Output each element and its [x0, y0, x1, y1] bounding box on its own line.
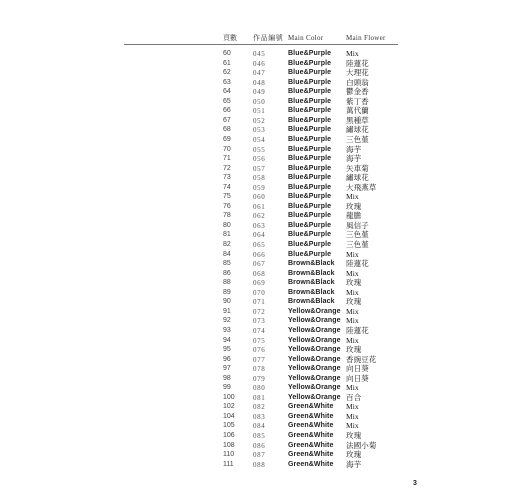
cell-main-flower: Mix [346, 249, 359, 259]
cell-main-color: Blue&Purple [288, 231, 332, 239]
cell-main-flower: Mix [346, 49, 359, 58]
cell-main-flower: 玫瑰 [346, 431, 362, 440]
cell-page: 61 [223, 59, 231, 67]
cell-code: 052 [253, 116, 266, 125]
cell-main-flower: 鬱金香 [346, 87, 369, 97]
table-row [0, 383, 520, 393]
cell-main-flower: 紫丁香 [346, 96, 369, 106]
cell-main-flower: 向日葵 [346, 364, 369, 374]
cell-main-color: Green&White [288, 422, 334, 430]
header-main-color: Main Color [288, 34, 324, 42]
cell-main-flower: 玫瑰 [346, 450, 362, 460]
table-row [0, 221, 520, 231]
cell-code: 077 [253, 355, 266, 364]
table-row [0, 336, 520, 346]
table-row [0, 355, 520, 365]
table-row [0, 278, 520, 288]
cell-main-color: Yellow&Orange [288, 307, 341, 315]
table-row [0, 412, 520, 422]
table-row [0, 421, 520, 431]
cell-main-color: Yellow&Orange [288, 393, 341, 401]
cell-code: 074 [253, 326, 266, 335]
cell-page: 108 [223, 441, 235, 449]
cell-main-color: Yellow&Orange [288, 326, 341, 334]
cell-main-flower: 龍膽 [346, 211, 362, 221]
cell-main-flower: 玫瑰 [346, 297, 362, 307]
cell-main-flower: 海芋 [346, 154, 362, 164]
cell-page: 97 [223, 365, 231, 373]
cell-code: 084 [253, 422, 266, 431]
cell-main-flower: 白頭翁 [346, 77, 369, 87]
cell-main-color: Blue&Purple [288, 250, 332, 258]
cell-code: 078 [253, 365, 266, 374]
cell-main-flower: 風信子 [346, 220, 369, 230]
cell-page: 105 [223, 422, 235, 430]
cell-main-color: Blue&Purple [288, 116, 332, 124]
cell-main-flower: 海芋 [346, 459, 362, 469]
cell-page: 75 [223, 193, 231, 201]
cell-code: 064 [253, 231, 266, 240]
cell-main-flower: Mix [346, 306, 359, 316]
cell-code: 070 [253, 288, 266, 297]
cell-code: 068 [253, 269, 266, 278]
table-header [0, 33, 520, 43]
cell-main-flower: 海芋 [346, 144, 362, 154]
cell-page: 104 [223, 412, 235, 420]
table-row [0, 106, 520, 116]
cell-main-color: Blue&Purple [288, 155, 332, 163]
cell-page: 84 [223, 250, 231, 258]
cell-main-color: Brown&Black [288, 298, 335, 306]
table-row [0, 345, 520, 355]
page-number: 3 [413, 480, 417, 487]
cell-page: 78 [223, 212, 231, 220]
cell-page: 64 [223, 88, 231, 96]
cell-main-flower: Mix [346, 316, 359, 326]
cell-page: 69 [223, 135, 231, 143]
cell-main-flower: Mix [346, 402, 359, 412]
cell-main-flower: 玫瑰 [346, 278, 362, 288]
cell-code: 069 [253, 279, 266, 288]
cell-main-color: Blue&Purple [288, 126, 332, 134]
cell-code: 063 [253, 221, 266, 230]
cell-page: 65 [223, 97, 231, 105]
cell-main-color: Blue&Purple [288, 212, 332, 220]
cell-main-color: Blue&Purple [288, 69, 332, 77]
table-row [0, 259, 520, 269]
table-row [0, 297, 520, 307]
cell-main-flower: 陸蓮花 [346, 325, 369, 335]
cell-main-flower: 香豌豆花 [346, 354, 377, 364]
cell-page: 98 [223, 374, 231, 382]
cell-code: 060 [253, 193, 266, 202]
cell-code: 057 [253, 164, 266, 173]
table-row [0, 68, 520, 78]
table-row [0, 460, 520, 470]
cell-code: 071 [253, 298, 266, 307]
cell-main-flower: 大理花 [346, 68, 369, 78]
cell-main-color: Blue&Purple [288, 174, 332, 182]
cell-code: 072 [253, 307, 266, 316]
cell-main-flower: 三色堇 [346, 134, 369, 144]
table-row [0, 402, 520, 412]
cell-main-color: Blue&Purple [288, 164, 332, 172]
cell-code: 049 [253, 88, 266, 97]
cell-main-flower: Mix [346, 192, 359, 202]
cell-main-flower: Mix [346, 268, 359, 278]
table-row [0, 316, 520, 326]
cell-page: 68 [223, 126, 231, 134]
cell-code: 047 [253, 69, 266, 78]
table-row [0, 173, 520, 183]
cell-code: 088 [253, 460, 266, 469]
cell-main-color: Yellow&Orange [288, 317, 341, 325]
cell-main-color: Green&White [288, 460, 334, 468]
cell-main-flower: Mix [346, 383, 359, 393]
cell-main-color: Blue&Purple [288, 145, 332, 153]
cell-code: 073 [253, 317, 266, 326]
cell-page: 81 [223, 231, 231, 239]
cell-main-color: Green&White [288, 441, 334, 449]
table-row [0, 326, 520, 336]
cell-main-color: Blue&Purple [288, 135, 332, 143]
table-row [0, 393, 520, 403]
table-row [0, 116, 520, 126]
cell-main-color: Green&White [288, 432, 334, 439]
cell-code: 058 [253, 174, 266, 183]
table-row [0, 288, 520, 298]
cell-page: 76 [223, 202, 231, 210]
table-row [0, 164, 520, 174]
table-row [0, 250, 520, 260]
cell-main-flower: 百合 [346, 392, 362, 402]
table-row [0, 154, 520, 164]
cell-main-color: Blue&Purple [288, 221, 332, 229]
cell-main-flower: Mix [346, 335, 359, 345]
table-row [0, 450, 520, 460]
cell-page: 63 [223, 78, 231, 86]
cell-code: 048 [253, 78, 266, 87]
cell-main-color: Brown&Black [288, 269, 335, 277]
table-row [0, 307, 520, 317]
table-row [0, 230, 520, 240]
table-row [0, 374, 520, 384]
table-row [0, 59, 520, 69]
table-row [0, 192, 520, 202]
cell-code: 080 [253, 384, 266, 393]
cell-page: 92 [223, 317, 231, 325]
cell-code: 081 [253, 393, 266, 402]
cell-main-flower: Mix [346, 287, 359, 297]
cell-page: 80 [223, 221, 231, 229]
cell-main-color: Green&White [288, 403, 334, 411]
cell-code: 046 [253, 59, 266, 68]
cell-main-color: Yellow&Orange [288, 346, 341, 354]
cell-page: 67 [223, 116, 231, 124]
cell-main-color: Blue&Purple [288, 59, 332, 67]
cell-main-color: Blue&Purple [288, 241, 332, 248]
cell-page: 88 [223, 279, 231, 287]
cell-code: 055 [253, 145, 266, 154]
header-divider [124, 44, 398, 45]
cell-main-color: Blue&Purple [288, 107, 332, 115]
cell-page: 70 [223, 145, 231, 153]
cell-code: 062 [253, 212, 266, 221]
cell-page: 90 [223, 298, 231, 306]
header-main-flower: Main Flower [346, 34, 386, 42]
cell-page: 94 [223, 336, 231, 344]
cell-page: 66 [223, 107, 231, 115]
table-row [0, 240, 520, 250]
cell-code: 066 [253, 250, 266, 259]
cell-main-color: Blue&Purple [288, 88, 332, 96]
cell-code: 076 [253, 346, 266, 355]
cell-code: 053 [253, 126, 266, 135]
cell-page: 93 [223, 326, 231, 334]
cell-main-flower: 玫瑰 [346, 345, 362, 355]
cell-main-flower: 向日葵 [346, 373, 369, 383]
cell-main-flower: 玫瑰 [346, 201, 362, 211]
table-row [0, 431, 520, 441]
cell-main-flower: 法國小菊 [346, 440, 377, 450]
cell-main-flower: 繡球花 [346, 173, 369, 183]
table-row [0, 145, 520, 155]
table-row [0, 202, 520, 212]
cell-page: 106 [223, 432, 235, 439]
cell-main-flower: 三色堇 [346, 230, 369, 240]
cell-main-color: Yellow&Orange [288, 384, 341, 392]
cell-main-color: Brown&Black [288, 288, 335, 296]
table-row [0, 49, 520, 59]
cell-main-color: Blue&Purple [288, 193, 332, 201]
table-row [0, 97, 520, 107]
cell-code: 079 [253, 374, 266, 383]
table-row [0, 135, 520, 145]
cell-main-color: Brown&Black [288, 260, 335, 268]
cell-main-color: Yellow&Orange [288, 355, 341, 363]
cell-page: 60 [223, 50, 231, 57]
cell-code: 061 [253, 202, 266, 211]
cell-main-flower: 矢車菊 [346, 163, 369, 173]
header-page: 頁數 [223, 34, 237, 42]
cell-main-color: Green&White [288, 412, 334, 420]
cell-main-color: Blue&Purple [288, 183, 332, 191]
table-row [0, 211, 520, 221]
cell-main-color: Blue&Purple [288, 50, 332, 57]
table-row [0, 87, 520, 97]
cell-page: 100 [223, 393, 235, 401]
cell-main-color: Yellow&Orange [288, 374, 341, 382]
cell-code: 051 [253, 107, 266, 116]
header-code: 作品編號 [253, 34, 284, 42]
cell-main-flower: 大飛燕草 [346, 182, 377, 192]
cell-page: 74 [223, 183, 231, 191]
cell-page: 96 [223, 355, 231, 363]
cell-page: 111 [223, 460, 234, 468]
cell-main-color: Yellow&Orange [288, 365, 341, 373]
table-row [0, 269, 520, 279]
cell-main-color: Blue&Purple [288, 97, 332, 105]
table-row [0, 441, 520, 451]
cell-code: 087 [253, 451, 266, 460]
cell-code: 086 [253, 441, 266, 450]
cell-code: 075 [253, 336, 266, 345]
cell-code: 059 [253, 183, 266, 192]
table-row [0, 364, 520, 374]
cell-page: 72 [223, 164, 231, 172]
cell-main-flower: 黑種草 [346, 115, 369, 125]
cell-main-flower: 陸蓮花 [346, 58, 369, 68]
cell-code: 050 [253, 97, 266, 106]
table-row [0, 125, 520, 135]
cell-code: 065 [253, 241, 266, 249]
cell-page: 86 [223, 269, 231, 277]
cell-main-color: Green&White [288, 451, 334, 459]
cell-page: 91 [223, 307, 231, 315]
cell-code: 056 [253, 155, 266, 164]
cell-page: 85 [223, 260, 231, 268]
cell-main-flower: 陸蓮花 [346, 259, 369, 269]
cell-main-color: Yellow&Orange [288, 336, 341, 344]
cell-code: 083 [253, 412, 266, 421]
cell-code: 067 [253, 260, 266, 269]
cell-page: 82 [223, 241, 231, 248]
table-row [0, 78, 520, 88]
cell-page: 62 [223, 69, 231, 77]
cell-main-flower: Mix [346, 421, 359, 431]
cell-page: 95 [223, 346, 231, 354]
cell-main-flower: Mix [346, 411, 359, 421]
table-row [0, 183, 520, 193]
cell-main-flower: 繡球花 [346, 125, 369, 135]
cell-code: 082 [253, 403, 266, 412]
cell-main-color: Brown&Black [288, 279, 335, 287]
cell-main-color: Blue&Purple [288, 202, 332, 210]
cell-page: 71 [223, 155, 231, 163]
cell-page: 110 [223, 451, 235, 459]
cell-page: 73 [223, 174, 231, 182]
cell-page: 102 [223, 403, 235, 411]
cell-code: 045 [253, 50, 266, 58]
cell-page: 99 [223, 384, 231, 392]
cell-code: 085 [253, 432, 266, 440]
cell-main-flower: 三色堇 [346, 240, 369, 249]
cell-main-flower: 萬代蘭 [346, 106, 369, 116]
cell-code: 054 [253, 135, 266, 144]
cell-page: 89 [223, 288, 231, 296]
cell-main-color: Blue&Purple [288, 78, 332, 86]
